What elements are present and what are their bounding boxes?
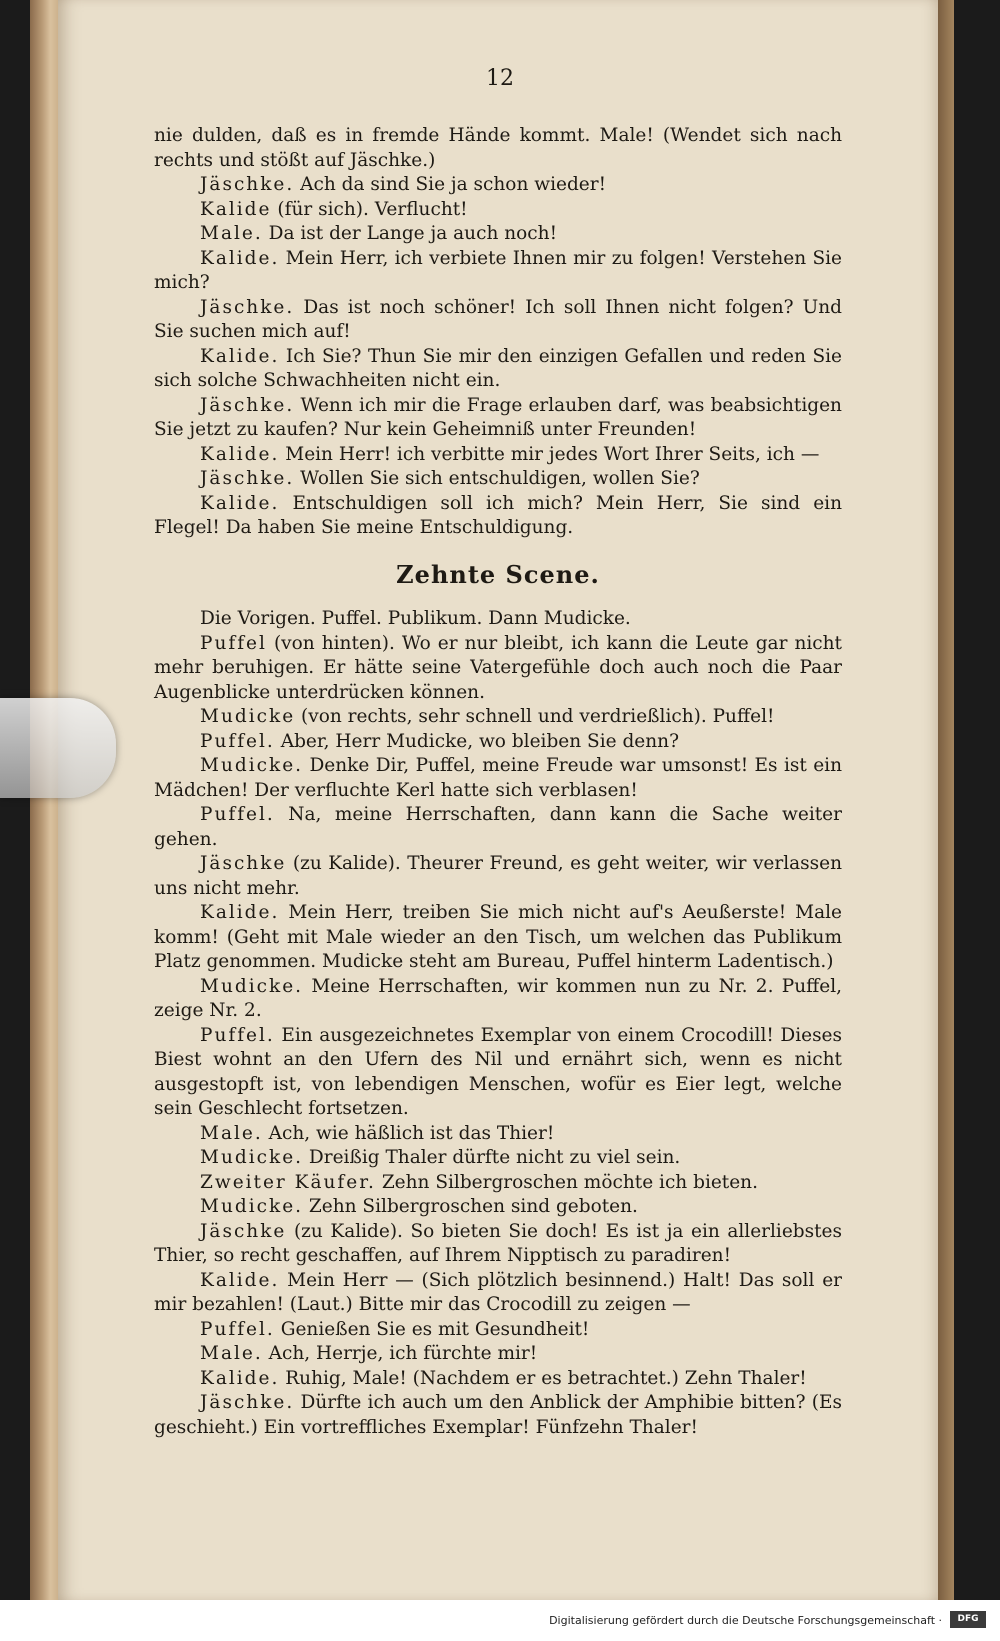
line-text: Zehn Silbergroschen sind geboten. [308, 1196, 638, 1217]
dialogue-line [154, 345, 842, 394]
speaker-name: Kalide. [200, 902, 280, 923]
dialogue-line [154, 1391, 842, 1440]
speaker-name: Kalide [200, 198, 272, 220]
speaker-name: Kalide. [200, 443, 280, 465]
dialogue-line [154, 852, 842, 901]
line-text: Mein Herr — (Sich plötzlich besinnend.) Halt! Das soll er mir bezahlen! (Laut.) Bitte mir das Crocodill zu zeigen — [154, 1269, 842, 1315]
speaker-name: Jäschke. [200, 296, 295, 318]
dialogue-line [154, 1024, 842, 1122]
speaker-name: Puffel. [200, 804, 275, 825]
speaker-name: Mudicke. [200, 1147, 304, 1168]
speaker-name: Male. [200, 1343, 263, 1364]
line-text: Aber, Herr Mudicke, wo bleiben Sie denn? [280, 730, 679, 752]
line-text: Na, meine Herrschaften, dann kann die Sache weiter gehen. [154, 804, 842, 850]
dialogue-line [154, 754, 842, 803]
line-text: nie dulden, daß es in fremde Hände kommt. Male! (Wendet sich nach rechts und stößt auf Jäschke.) [154, 125, 842, 171]
dialogue-line [154, 1269, 842, 1318]
dialogue-line [154, 607, 842, 632]
speaker-name: Mudicke. [200, 975, 304, 997]
speaker-name: Puffel. [200, 1024, 275, 1046]
dialogue-line [154, 222, 842, 247]
speaker-name: Jäschke. [200, 394, 295, 416]
dialogue-line [154, 492, 842, 541]
dialogue-line [154, 296, 842, 345]
speaker-name: Mudicke. [200, 755, 304, 776]
dialogue-line [154, 443, 842, 468]
line-text: Die Vorigen. Puffel. Publikum. Dann Mudicke. [200, 608, 631, 629]
speaker-name: Jäschke [200, 1220, 287, 1242]
speaker-name: Puffel [200, 632, 267, 654]
dialogue-line [154, 394, 842, 443]
dialogue-line [154, 1195, 842, 1220]
line-text: Das ist noch schöner! Ich soll Ihnen nicht folgen? Und Sie suchen mich auf! [154, 296, 842, 342]
speaker-name: Jäschke [200, 853, 287, 874]
dialogue-block-after [154, 607, 842, 1440]
dialogue-line [154, 198, 842, 223]
line-text: (von rechts, sehr schnell und verdrießlich). Puffel! [301, 706, 775, 727]
speaker-name: Kalide. [200, 1367, 280, 1389]
scene-heading: Zehnte Scene. [396, 559, 600, 589]
dialogue-line [154, 705, 842, 730]
speaker-name: Kalide. [200, 247, 280, 269]
dialogue-line [154, 1122, 842, 1147]
speaker-name: Mudicke. [200, 1196, 304, 1217]
dialogue-line [154, 1146, 842, 1171]
line-text: Da ist der Lange ja auch noch! [268, 223, 558, 244]
dialogue-line [154, 730, 842, 755]
line-text: Ach, Herrje, ich fürchte mir! [268, 1343, 538, 1364]
speaker-name: Male. [200, 1122, 263, 1144]
line-text: Dreißig Thaler dürfte nicht zu viel sein. [308, 1147, 681, 1168]
dialogue-line [154, 803, 842, 852]
dialogue-line [154, 173, 842, 198]
line-text: Mein Herr, treiben Sie mich nicht auf's Aeußerste! Male komm! (Geht mit Male wieder an den Tisch, um welchen das Publikum Platz genommen. Mudicke steht am Bureau, Puffel hinterm Ladentisch.) [154, 902, 842, 972]
speaker-name: Jäschke. [200, 174, 295, 195]
line-text: Denke Dir, Puffel, meine Freude war umsonst! Es ist ein Mädchen! Der verfluchte Kerl hatte sich verblasen! [154, 755, 842, 801]
line-text: Mein Herr, ich verbiete Ihnen mir zu folgen! Verstehen Sie mich? [154, 247, 842, 293]
speaker-name: Jäschke. [200, 1392, 295, 1413]
line-text: Wollen Sie sich entschuldigen, wollen Sie? [300, 468, 700, 489]
line-text: Ach, wie häßlich ist das Thier! [268, 1122, 555, 1144]
speaker-name: Jäschke. [200, 468, 295, 489]
line-text: (von hinten). Wo er nur bleibt, ich kann die Leute gar nicht mehr beruhigen. Er hätte seine Vatergefühle doch auch noch die Paar Augenblicke unterdrücken können. [154, 632, 842, 703]
dialogue-line [154, 467, 842, 492]
footer-bar [0, 1600, 1000, 1641]
dialogue-line [154, 1318, 842, 1343]
line-text: Ich Sie? Thun Sie mir den einzigen Gefallen und reden Sie sich solche Schwachheiten nicht ein. [154, 345, 842, 391]
page-number: 12 [486, 66, 514, 91]
speaker-name: Puffel. [200, 1318, 275, 1340]
dialogue-line [154, 901, 842, 975]
dialogue-block-before [154, 124, 842, 541]
line-text: Genießen Sie es mit Gesundheit! [280, 1318, 590, 1340]
speaker-name: Kalide. [200, 345, 280, 367]
speaker-name: Puffel. [200, 730, 275, 752]
dialogue-line [154, 124, 842, 173]
dialogue-line [154, 247, 842, 296]
line-text: Ein ausgezeichnetes Exemplar von einem Crocodill! Dieses Biest wohnt an den Ufern des Nil und ernährt sich, wenn es nicht ausgestopft ist, von lebendigen Menschen, wofür es Eier legt, welche sein Geschlecht fortsetzen. [154, 1024, 843, 1119]
line-text: Entschuldigen soll ich mich? Mein Herr, Sie sind ein Flegel! Da haben Sie meine Entschuldigung. [154, 492, 842, 538]
speaker-name: Male. [200, 223, 263, 244]
dialogue-line [154, 975, 842, 1024]
speaker-name: Kalide. [200, 492, 280, 514]
dialogue-line [154, 1171, 842, 1196]
page-clip [0, 698, 116, 798]
speaker-name: Kalide. [200, 1269, 280, 1291]
dialogue-line [154, 632, 842, 706]
line-text: Mein Herr! ich verbitte mir jedes Wort Ihrer Seits, ich — [285, 443, 820, 465]
line-text: Ruhig, Male! (Nachdem er es betrachtet.) Zehn Thaler! [285, 1367, 807, 1389]
line-text: (zu Kalide). So bieten Sie doch! Es ist ja ein allerliebstes Thier, so recht geschaffen, auf Ihrem Nipptisch zu paradiren! [154, 1220, 842, 1266]
footer-credit: Digitalisierung gefördert durch die Deutsche Forschungsgemeinschaft · [549, 1614, 942, 1627]
line-text: Dürfte ich auch um den Anblick der Amphibie bitten? (Es geschieht.) Ein vortreffliches Exemplar! Fünfzehn Thaler! [154, 1392, 842, 1438]
line-text: Wenn ich mir die Frage erlauben darf, was beabsichtigen Sie jetzt zu kaufen? Nur kein Geheimniß unter Freunden! [154, 394, 842, 440]
book-right-edge [938, 0, 954, 1600]
line-text: Zehn Silbergroschen möchte ich bieten. [381, 1171, 758, 1193]
dialogue-line [154, 1220, 842, 1269]
dialogue-line [154, 1342, 842, 1367]
line-text: Meine Herrschaften, wir kommen nun zu Nr. 2. Puffel, zeige Nr. 2. [154, 975, 842, 1021]
speaker-name: Mudicke [200, 706, 296, 727]
speaker-name: Zweiter Käufer. [200, 1171, 376, 1193]
line-text: Ach da sind Sie ja schon wieder! [300, 174, 607, 195]
page-text [154, 124, 842, 1440]
line-text: (für sich). Verflucht! [277, 198, 468, 220]
line-text: (zu Kalide). Theurer Freund, es geht weiter, wir verlassen uns nicht mehr. [154, 853, 842, 899]
dfg-logo: DFG [950, 1611, 986, 1628]
dialogue-line [154, 1367, 842, 1392]
